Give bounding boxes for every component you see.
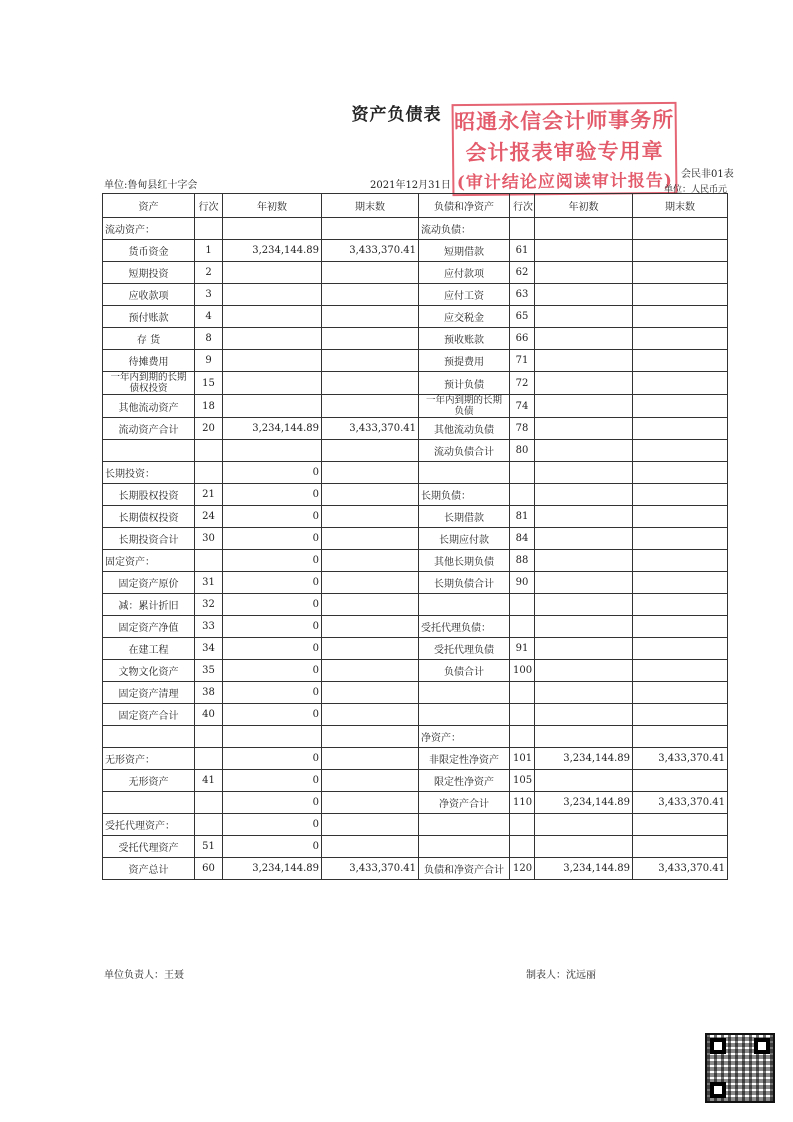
asset-line (195, 550, 223, 572)
liab-begin (535, 218, 633, 240)
liab-begin (535, 418, 633, 440)
liab-end (633, 836, 728, 858)
asset-end (322, 484, 419, 506)
liab-label: 短期借款 (419, 240, 510, 262)
asset-begin: 3,234,144.89 (223, 240, 322, 262)
liab-label: 流动负债： (419, 218, 510, 240)
table-row (103, 328, 728, 350)
liab-end (633, 328, 728, 350)
asset-label: 存 货 (103, 328, 195, 350)
liab-end (633, 484, 728, 506)
table-row (103, 484, 728, 506)
asset-begin (223, 350, 322, 372)
asset-end (322, 682, 419, 704)
table-row (103, 306, 728, 328)
asset-begin (223, 328, 322, 350)
asset-label: 减：累计折旧 (103, 594, 195, 616)
page-title: 资产负债表 (351, 105, 442, 125)
liab-line (510, 218, 535, 240)
liab-line (510, 462, 535, 484)
liab-line: 71 (510, 350, 535, 372)
liab-begin (535, 328, 633, 350)
table-row (103, 572, 728, 594)
asset-begin: 3,234,144.89 (223, 418, 322, 440)
asset-line: 30 (195, 528, 223, 550)
liab-end (633, 418, 728, 440)
liab-begin (535, 704, 633, 726)
liab-line (510, 484, 535, 506)
liab-label: 受托代理负债 (419, 638, 510, 660)
header-line2: 行次 (510, 194, 535, 218)
asset-line (195, 814, 223, 836)
liab-begin (535, 484, 633, 506)
asset-line: 38 (195, 682, 223, 704)
asset-line: 4 (195, 306, 223, 328)
header-asset: 资产 (103, 194, 195, 218)
report-date: 2021年12月31日 (370, 180, 451, 191)
asset-begin: 3,234,144.89 (223, 858, 322, 880)
table-row (103, 814, 728, 836)
liab-label: 一年内到期的长期负债 (419, 395, 510, 418)
table-row (103, 218, 728, 240)
liab-begin (535, 440, 633, 462)
liab-label: 长期应付款 (419, 528, 510, 550)
asset-end (322, 350, 419, 372)
asset-begin (223, 284, 322, 306)
liab-line (510, 726, 535, 748)
liab-label: 长期负债： (419, 484, 510, 506)
table-row (103, 660, 728, 682)
liab-line (510, 594, 535, 616)
table-row (103, 770, 728, 792)
liab-label: 应付款项 (419, 262, 510, 284)
asset-label: 货币资金 (103, 240, 195, 262)
table-row (103, 594, 728, 616)
liab-end (633, 218, 728, 240)
asset-line: 8 (195, 328, 223, 350)
liab-begin (535, 726, 633, 748)
liab-end (633, 528, 728, 550)
liab-line: 101 (510, 748, 535, 770)
asset-begin (223, 262, 322, 284)
liab-begin (535, 506, 633, 528)
asset-end (322, 792, 419, 814)
asset-line: 41 (195, 770, 223, 792)
liab-line: 90 (510, 572, 535, 594)
asset-end (322, 306, 419, 328)
asset-begin: 0 (223, 704, 322, 726)
liab-begin (535, 262, 633, 284)
asset-end (322, 594, 419, 616)
liab-label (419, 594, 510, 616)
liab-label: 应付工资 (419, 284, 510, 306)
asset-end (322, 748, 419, 770)
table-row (103, 616, 728, 638)
liab-end (633, 462, 728, 484)
liab-end (633, 770, 728, 792)
liab-end (633, 660, 728, 682)
asset-end (322, 218, 419, 240)
asset-label: 受托代理资产 (103, 836, 195, 858)
asset-end: 3,433,370.41 (322, 858, 419, 880)
stamp-line-3: (审计结论应阅读审计报告) (456, 170, 673, 194)
table-row (103, 240, 728, 262)
table-row (103, 262, 728, 284)
asset-line (195, 748, 223, 770)
asset-label: 固定资产原价 (103, 572, 195, 594)
liab-label: 长期负债合计 (419, 572, 510, 594)
liab-end (633, 372, 728, 395)
asset-line: 2 (195, 262, 223, 284)
asset-line: 15 (195, 372, 223, 395)
audit-stamp (452, 102, 678, 196)
asset-end (322, 506, 419, 528)
table-row (103, 792, 728, 814)
liab-end (633, 240, 728, 262)
liab-line: 63 (510, 284, 535, 306)
header-end: 期末数 (322, 194, 419, 218)
asset-begin (223, 395, 322, 418)
liab-line: 88 (510, 550, 535, 572)
qr-code (705, 1033, 775, 1103)
liab-label: 净资产合计 (419, 792, 510, 814)
liab-line: 81 (510, 506, 535, 528)
asset-begin (223, 440, 322, 462)
asset-label: 资产总计 (103, 858, 195, 880)
liab-line (510, 616, 535, 638)
asset-line (195, 792, 223, 814)
liab-line (510, 704, 535, 726)
asset-label: 无形资产 (103, 770, 195, 792)
asset-begin: 0 (223, 660, 322, 682)
asset-begin: 0 (223, 616, 322, 638)
asset-label (103, 726, 195, 748)
table-row (103, 462, 728, 484)
currency-unit: 单位：人民币元 (664, 185, 728, 195)
liab-label (419, 704, 510, 726)
table-row (103, 704, 728, 726)
asset-label: 流动资产： (103, 218, 195, 240)
asset-begin: 0 (223, 814, 322, 836)
asset-line: 51 (195, 836, 223, 858)
header-end2: 期末数 (633, 194, 728, 218)
asset-line: 60 (195, 858, 223, 880)
liab-begin (535, 240, 633, 262)
asset-line: 3 (195, 284, 223, 306)
asset-begin: 0 (223, 462, 322, 484)
asset-begin (223, 372, 322, 395)
asset-end (322, 372, 419, 395)
header-line: 行次 (195, 194, 223, 218)
table-row (103, 440, 728, 462)
liab-label (419, 682, 510, 704)
footer-responsible: 单位负责人：王聂 (104, 970, 184, 981)
asset-begin (223, 306, 322, 328)
asset-label: 待摊费用 (103, 350, 195, 372)
asset-line: 21 (195, 484, 223, 506)
liab-begin (535, 638, 633, 660)
liab-label: 负债和净资产合计 (419, 858, 510, 880)
asset-begin: 0 (223, 572, 322, 594)
liab-begin (535, 836, 633, 858)
asset-line (195, 440, 223, 462)
liab-begin (535, 572, 633, 594)
liab-end (633, 550, 728, 572)
asset-begin (223, 218, 322, 240)
liab-line: 80 (510, 440, 535, 462)
table-row (103, 350, 728, 372)
liab-label: 限定性净资产 (419, 770, 510, 792)
asset-line (195, 462, 223, 484)
liab-end (633, 616, 728, 638)
liab-begin (535, 660, 633, 682)
asset-end (322, 704, 419, 726)
table-row (103, 726, 728, 748)
liab-label: 负债合计 (419, 660, 510, 682)
asset-end (322, 395, 419, 418)
asset-label: 固定资产合计 (103, 704, 195, 726)
liab-label: 其他长期负债 (419, 550, 510, 572)
table-row (103, 395, 728, 418)
liab-line: 61 (510, 240, 535, 262)
asset-label (103, 792, 195, 814)
liab-begin (535, 594, 633, 616)
liab-label: 预提费用 (419, 350, 510, 372)
liab-begin (535, 306, 633, 328)
liab-end (633, 682, 728, 704)
liab-line: 74 (510, 395, 535, 418)
asset-label: 应收款项 (103, 284, 195, 306)
asset-end (322, 770, 419, 792)
liab-line (510, 682, 535, 704)
asset-end (322, 836, 419, 858)
liab-line: 72 (510, 372, 535, 395)
liab-line: 105 (510, 770, 535, 792)
asset-end (322, 814, 419, 836)
asset-line: 24 (195, 506, 223, 528)
stamp-line-2: 会计报表审验专用章 (465, 137, 664, 166)
liab-label (419, 814, 510, 836)
asset-label: 固定资产清理 (103, 682, 195, 704)
liab-begin (535, 770, 633, 792)
liab-line: 91 (510, 638, 535, 660)
asset-begin: 0 (223, 836, 322, 858)
asset-line (195, 218, 223, 240)
table-row (103, 372, 728, 395)
liab-begin (535, 550, 633, 572)
asset-end (322, 726, 419, 748)
asset-end (322, 328, 419, 350)
asset-end (322, 572, 419, 594)
asset-line: 40 (195, 704, 223, 726)
form-code: 会民非01表 (681, 169, 734, 180)
asset-begin: 0 (223, 484, 322, 506)
liab-label: 非限定性净资产 (419, 748, 510, 770)
liab-end (633, 284, 728, 306)
liab-end (633, 395, 728, 418)
header-begin: 年初数 (223, 194, 322, 218)
table-header-row (103, 194, 728, 218)
liab-end: 3,433,370.41 (633, 748, 728, 770)
liab-end: 3,433,370.41 (633, 792, 728, 814)
liab-line (510, 836, 535, 858)
liab-line: 110 (510, 792, 535, 814)
liab-begin (535, 395, 633, 418)
liab-label (419, 462, 510, 484)
asset-label: 预付账款 (103, 306, 195, 328)
asset-label: 在建工程 (103, 638, 195, 660)
asset-line: 9 (195, 350, 223, 372)
liab-end: 3,433,370.41 (633, 858, 728, 880)
asset-label: 长期股权投资 (103, 484, 195, 506)
asset-end: 3,433,370.41 (322, 240, 419, 262)
liab-end (633, 572, 728, 594)
liab-begin (535, 350, 633, 372)
liab-begin (535, 814, 633, 836)
liab-begin: 3,234,144.89 (535, 792, 633, 814)
table-row (103, 682, 728, 704)
balance-sheet-table (102, 193, 728, 880)
asset-begin: 0 (223, 682, 322, 704)
liab-line: 65 (510, 306, 535, 328)
asset-begin: 0 (223, 770, 322, 792)
liab-label (419, 836, 510, 858)
table-row (103, 550, 728, 572)
liab-line: 100 (510, 660, 535, 682)
table-row (103, 858, 728, 880)
liab-label: 预计负债 (419, 372, 510, 395)
asset-begin: 0 (223, 638, 322, 660)
liab-begin (535, 372, 633, 395)
asset-end (322, 284, 419, 306)
asset-end (322, 262, 419, 284)
liab-end (633, 726, 728, 748)
liab-end (633, 306, 728, 328)
asset-label: 长期债权投资 (103, 506, 195, 528)
liab-end (633, 440, 728, 462)
liab-line: 120 (510, 858, 535, 880)
liab-begin (535, 616, 633, 638)
liab-label: 其他流动负债 (419, 418, 510, 440)
liab-end (633, 506, 728, 528)
liab-line: 78 (510, 418, 535, 440)
unit-org: 单位:鲁甸县红十字会 (104, 180, 198, 191)
asset-begin (223, 726, 322, 748)
asset-label: 文物文化资产 (103, 660, 195, 682)
table-row (103, 528, 728, 550)
liab-end (633, 814, 728, 836)
table-row (103, 638, 728, 660)
asset-end (322, 440, 419, 462)
asset-label: 短期投资 (103, 262, 195, 284)
asset-label: 受托代理资产： (103, 814, 195, 836)
asset-begin: 0 (223, 528, 322, 550)
liab-end (633, 262, 728, 284)
liab-line (510, 814, 535, 836)
asset-line: 33 (195, 616, 223, 638)
liab-line: 84 (510, 528, 535, 550)
asset-line (195, 726, 223, 748)
footer-preparer: 制表人：沈远丽 (526, 970, 596, 981)
liab-label: 应交税金 (419, 306, 510, 328)
liab-begin: 3,234,144.89 (535, 748, 633, 770)
liab-end (633, 350, 728, 372)
liab-label: 流动负债合计 (419, 440, 510, 462)
asset-begin: 0 (223, 594, 322, 616)
stamp-line-1: 昭通永信会计师事务所 (454, 106, 675, 135)
asset-begin: 0 (223, 748, 322, 770)
asset-end (322, 616, 419, 638)
asset-line: 1 (195, 240, 223, 262)
liab-label: 受托代理负债： (419, 616, 510, 638)
liab-begin (535, 528, 633, 550)
asset-begin: 0 (223, 550, 322, 572)
liab-end (633, 594, 728, 616)
asset-line: 31 (195, 572, 223, 594)
asset-end (322, 462, 419, 484)
table-row (103, 748, 728, 770)
liab-end (633, 638, 728, 660)
asset-label: 长期投资合计 (103, 528, 195, 550)
liab-line: 66 (510, 328, 535, 350)
liab-label: 净资产： (419, 726, 510, 748)
asset-label: 固定资产： (103, 550, 195, 572)
asset-label: 流动资产合计 (103, 418, 195, 440)
table-row (103, 506, 728, 528)
table-row (103, 284, 728, 306)
asset-begin: 0 (223, 506, 322, 528)
asset-label: 长期投资： (103, 462, 195, 484)
liab-begin (535, 462, 633, 484)
header-liab: 负债和净资产 (419, 194, 510, 218)
liab-begin (535, 682, 633, 704)
asset-begin: 0 (223, 792, 322, 814)
asset-end (322, 550, 419, 572)
asset-label: 一年内到期的长期债权投资 (103, 372, 195, 395)
asset-end (322, 660, 419, 682)
liab-end (633, 704, 728, 726)
asset-end (322, 638, 419, 660)
liab-line: 62 (510, 262, 535, 284)
asset-label (103, 440, 195, 462)
header-begin2: 年初数 (535, 194, 633, 218)
asset-label: 无形资产： (103, 748, 195, 770)
asset-label: 固定资产净值 (103, 616, 195, 638)
table-row (103, 836, 728, 858)
asset-line: 20 (195, 418, 223, 440)
liab-label: 长期借款 (419, 506, 510, 528)
asset-line: 18 (195, 395, 223, 418)
table-row (103, 418, 728, 440)
asset-end: 3,433,370.41 (322, 418, 419, 440)
liab-begin (535, 284, 633, 306)
liab-begin: 3,234,144.89 (535, 858, 633, 880)
asset-end (322, 528, 419, 550)
asset-label: 其他流动资产 (103, 395, 195, 418)
asset-line: 34 (195, 638, 223, 660)
liab-label: 预收账款 (419, 328, 510, 350)
asset-line: 35 (195, 660, 223, 682)
asset-line: 32 (195, 594, 223, 616)
